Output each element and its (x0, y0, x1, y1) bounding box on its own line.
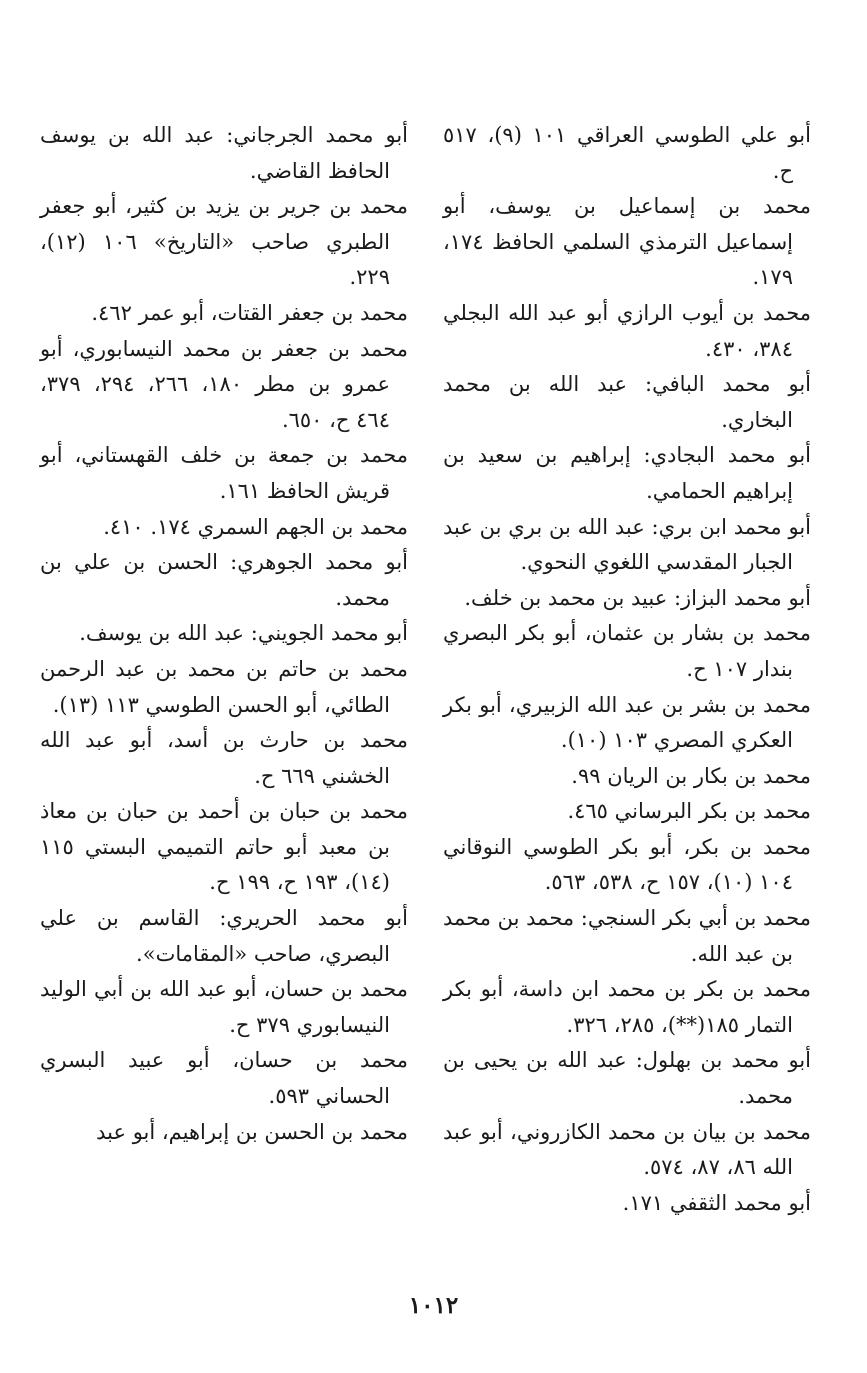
index-entry: أبو محمد الجرجاني: عبد الله بن يوسف الحافظ القاضي. (40, 123, 408, 183)
index-entry: محمد بن جمعة بن خلف القهستاني، أبو قريش الحافظ ١٦١. (40, 443, 408, 503)
index-entry: محمد بن بكر، أبو بكر الطوسي النوقاني ١٠٤ (١٠)، ١٥٧ ح، ٥٣٨، ٥٦٣. (443, 834, 811, 895)
index-entry: محمد بن بكر البرساني ٤٦٥. (567, 799, 811, 824)
index-entry: أبو محمد الجويني: عبد الله بن يوسف. (79, 621, 408, 646)
index-entry: محمد بن جرير بن يزيد بن كثير، أبو جعفر الطبري صاحب «التاريخ» ١٠٦ (١٢)، ٢٢٩. (40, 194, 408, 290)
index-entry: أبو محمد البافي: عبد الله بن محمد البخاري. (443, 372, 811, 432)
page-number: ١٠١٢ (408, 1292, 459, 1319)
index-entry: محمد بن بشر بن عبد الله الزبيري، أبو بكر العكري المصري ١٠٣ (١٠). (443, 692, 811, 753)
index-entry: محمد بن جعفر القتات، أبو عمر ٤٦٢. (91, 300, 408, 325)
index-entry: محمد بن حارث بن أسد، أبو عبد الله الخشني ٦٦٩ ح. (40, 728, 408, 788)
index-column-right (443, 118, 811, 1221)
index-entry: محمد بن جعفر بن محمد النيسابوري، أبو عمرو بن مطر ١٨٠، ٢٦٦، ٢٩٤، ٣٧٩، ٤٦٤ ح، ٦٥٠. (40, 336, 408, 432)
index-entry: محمد بن أبي بكر السنجي: محمد بن محمد بن عبد الله. (443, 906, 811, 966)
index-entry: محمد بن أيوب الرازي أبو عبد الله البجلي ٣٨٤، ٤٣٠. (443, 300, 811, 361)
index-entry: أبو محمد ابن بري: عبد الله بن بري بن عبد الجبار المقدسي اللغوي النحوي. (443, 514, 811, 575)
index-entry: محمد بن الجهم السمري ١٧٤. ٤١٠. (103, 514, 408, 539)
index-entry: أبو محمد الجوهري: الحسن بن علي بن محمد. (40, 550, 408, 610)
index-entry: محمد بن إسماعيل بن يوسف، أبو إسماعيل الترمذي السلمي الحافظ ١٧٤، ١٧٩. (443, 194, 811, 290)
index-entry: أبو علي الطوسي العراقي ١٠١ (٩)، ٥١٧ ح. (443, 123, 811, 183)
index-entry: محمد بن بيان بن محمد الكازروني، أبو عبد الله ٨٦، ٨٧، ٥٧٤. (443, 1119, 811, 1180)
index-entry: أبو محمد الثقفي ١٧١. (622, 1190, 811, 1215)
index-entry: محمد بن حاتم بن محمد بن عبد الرحمن الطائي، أبو الحسن الطوسي ١١٣ (١٣). (40, 656, 408, 717)
index-entry: أبو محمد بن بهلول: عبد الله بن يحيى بن محمد. (443, 1048, 811, 1109)
index-entry: محمد بن حبان بن أحمد بن حبان بن معاذ بن معبد أبو حاتم التميمي البستي ١١٥ (١٤)، ١٩٣ ح، ١٩٩ ح. (40, 799, 408, 895)
index-entry: محمد بن الحسن بن إبراهيم، أبو عبد (96, 1119, 408, 1144)
index-entry: أبو محمد البزاز: عبيد بن محمد بن خلف. (464, 585, 811, 610)
index-entry: محمد بن حسان، أبو عبد الله بن أبي الوليد النيسابوري ٣٧٩ ح. (40, 977, 408, 1037)
index-column-left (40, 118, 408, 1150)
index-entry: محمد بن بكار بن الريان ٩٩. (571, 763, 811, 788)
index-entry: محمد بن بكر بن محمد ابن داسة، أبو بكر التمار ١٨٥(**)، ٢٨٥، ٣٢٦. (443, 977, 811, 1037)
index-entry: أبو محمد البجادي: إبراهيم بن سعيد بن إبراهيم الحمامي. (443, 443, 811, 503)
index-entry: محمد بن حسان، أبو عبيد البسري الحساني ٥٩٣. (40, 1048, 408, 1109)
index-entry: أبو محمد الحريري: القاسم بن علي البصري، صاحب «المقامات». (40, 906, 408, 966)
index-entry: محمد بن بشار بن عثمان، أبو بكر البصري بندار ١٠٧ ح. (443, 621, 811, 681)
